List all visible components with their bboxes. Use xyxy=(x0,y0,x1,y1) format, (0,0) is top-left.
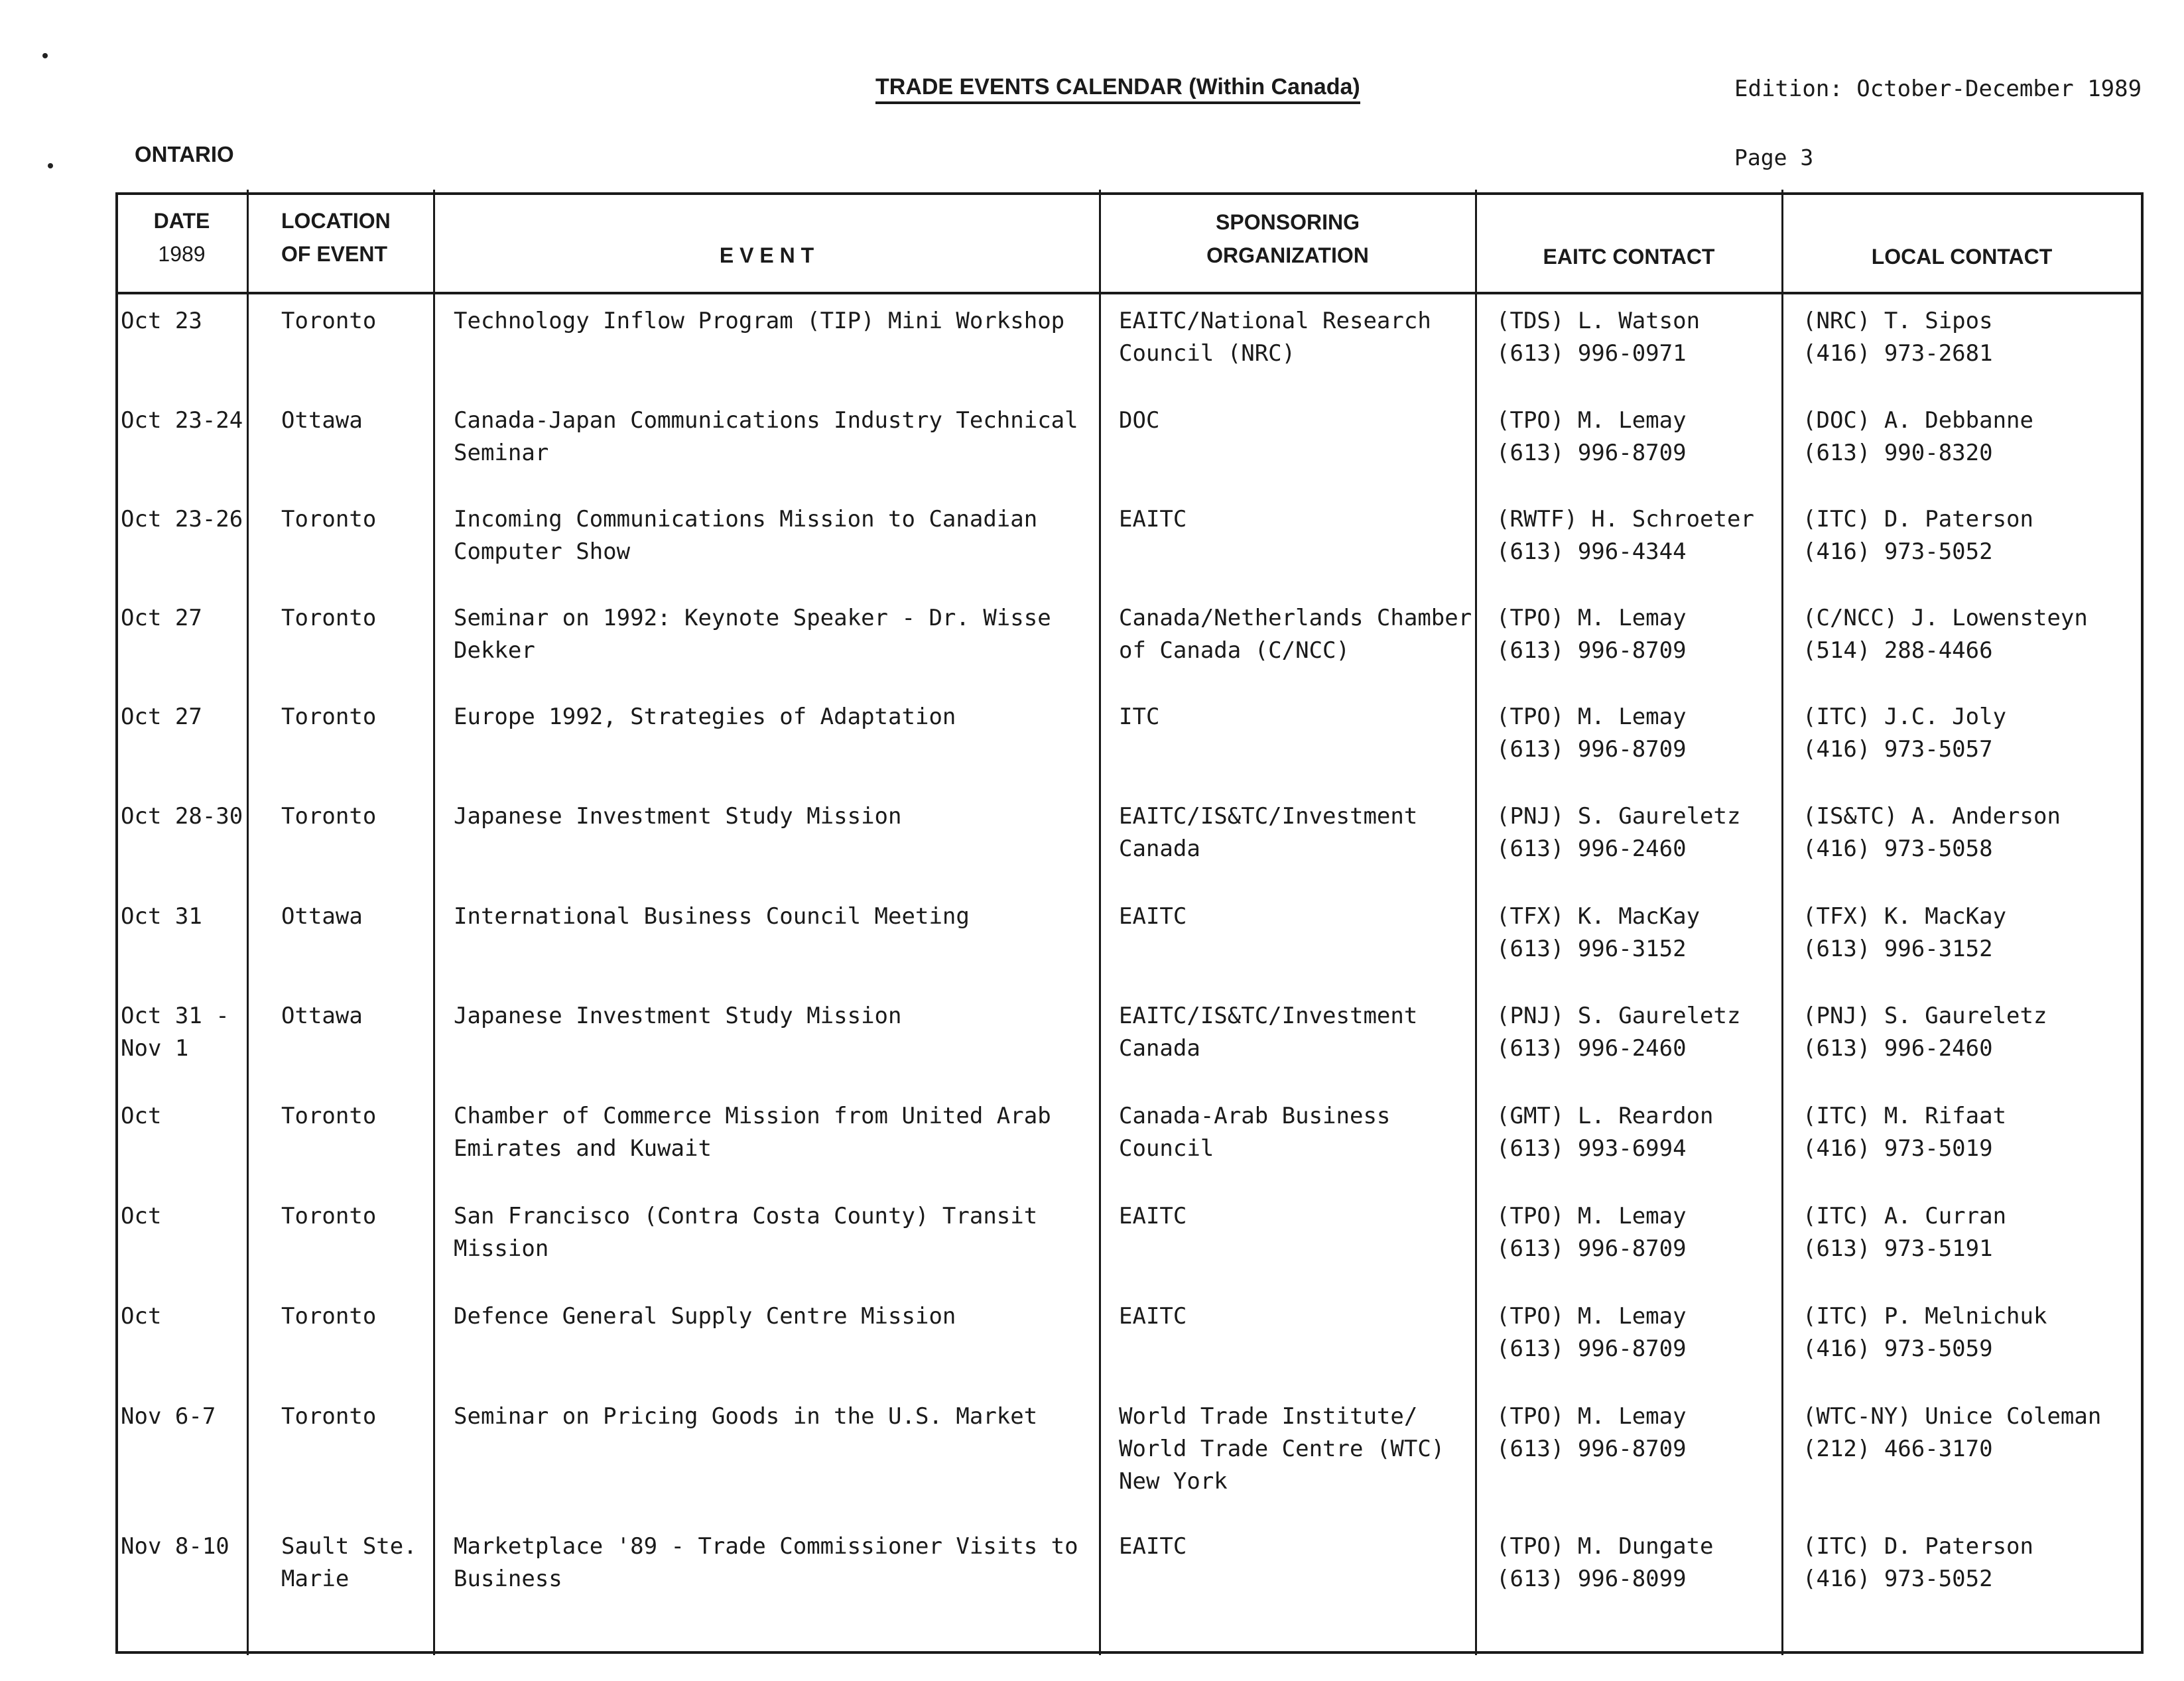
cell-sponsor: Canada-Arab Business Council xyxy=(1119,1103,1391,1162)
cell-date: Oct 23 xyxy=(121,308,202,334)
cell-location: Toronto xyxy=(281,1403,377,1430)
cell-date: Oct 23-24 xyxy=(121,407,243,434)
column-divider-date xyxy=(247,190,249,1655)
cell-local-contact: (TFX) K. MacKay (613) 996-3152 xyxy=(1803,903,2007,962)
column-divider-sponsor xyxy=(1475,190,1477,1655)
cell-sponsor: EAITC/IS&TC/Investment Canada xyxy=(1119,1003,1418,1062)
cell-sponsor: EAITC/IS&TC/Investment Canada xyxy=(1119,803,1418,862)
cell-local-contact: (ITC) M. Rifaat (416) 973-5019 xyxy=(1803,1103,2007,1162)
cell-eaitc-contact: (TPO) M. Lemay (613) 996-8709 xyxy=(1496,605,1687,664)
cell-eaitc-contact: (TPO) M. Lemay (613) 996-8709 xyxy=(1496,1203,1687,1262)
cell-event: Incoming Communications Mission to Canadian Computer Show xyxy=(454,506,1038,565)
column-divider-location xyxy=(433,190,435,1655)
cell-location: Ottawa xyxy=(281,1003,363,1029)
cell-eaitc-contact: (PNJ) S. Gaureletz (613) 996-2460 xyxy=(1496,1003,1741,1062)
header-location: LOCATION OF EVENT xyxy=(281,209,391,266)
cell-location: Ottawa xyxy=(281,903,363,930)
cell-event: Canada-Japan Communications Industry Technical Seminar xyxy=(454,407,1078,466)
cell-event: San Francisco (Contra Costa County) Transit Mission xyxy=(454,1203,1038,1262)
cell-event: Japanese Investment Study Mission xyxy=(454,803,902,830)
header-date xyxy=(117,204,247,271)
cell-location: Toronto xyxy=(281,506,377,532)
cell-sponsor: EAITC xyxy=(1119,903,1187,930)
cell-event: Technology Inflow Program (TIP) Mini Workshop xyxy=(454,308,1065,334)
header-rule xyxy=(115,292,2144,294)
cell-date: Oct 27 xyxy=(121,704,202,730)
margin-dot-middle xyxy=(48,163,53,168)
cell-sponsor: EAITC xyxy=(1119,1303,1187,1330)
cell-local-contact: (ITC) D. Paterson (416) 973-5052 xyxy=(1803,506,2033,565)
cell-eaitc-contact: (TPO) M. Lemay (613) 996-8709 xyxy=(1496,1403,1687,1462)
cell-eaitc-contact: (RWTF) H. Schroeter (613) 996-4344 xyxy=(1496,506,1754,565)
cell-location: Toronto xyxy=(281,605,377,631)
cell-location: Toronto xyxy=(281,308,377,334)
cell-local-contact: (NRC) T. Sipos (416) 973-2681 xyxy=(1803,308,1993,367)
header-event: E V E N T xyxy=(719,243,814,267)
cell-local-contact: (DOC) A. Debbanne (613) 990-8320 xyxy=(1803,407,2033,466)
cell-local-contact: (PNJ) S. Gaureletz (613) 996-2460 xyxy=(1803,1003,2047,1062)
cell-eaitc-contact: (TPO) M. Lemay (613) 996-8709 xyxy=(1496,1303,1687,1362)
cell-sponsor: World Trade Institute/ World Trade Centre (WTC) New York xyxy=(1119,1403,1445,1495)
header-local: LOCAL CONTACT xyxy=(1871,245,2053,269)
header-date-year: 1989 xyxy=(158,242,206,266)
column-divider-eaitc xyxy=(1781,190,1783,1655)
cell-event: International Business Council Meeting xyxy=(454,903,970,930)
margin-dot-top xyxy=(42,53,48,58)
cell-location: Toronto xyxy=(281,1203,377,1229)
cell-date: Oct 27 xyxy=(121,605,202,631)
cell-event: Seminar on Pricing Goods in the U.S. Market xyxy=(454,1403,1038,1430)
cell-event: Japanese Investment Study Mission xyxy=(454,1003,902,1029)
cell-date: Oct 28-30 xyxy=(121,803,243,830)
cell-eaitc-contact: (TPO) M. Lemay (613) 996-8709 xyxy=(1496,704,1687,763)
cell-date: Oct 23-26 xyxy=(121,506,243,532)
cell-location: Toronto xyxy=(281,1303,377,1330)
province-heading: ONTARIO xyxy=(135,142,234,166)
cell-event: Europe 1992, Strategies of Adaptation xyxy=(454,704,956,730)
cell-local-contact: (WTC-NY) Unice Coleman (212) 466-3170 xyxy=(1803,1403,2102,1462)
column-divider-event xyxy=(1099,190,1101,1655)
cell-eaitc-contact: (TDS) L. Watson (613) 996-0971 xyxy=(1496,308,1701,367)
cell-sponsor: EAITC xyxy=(1119,506,1187,532)
cell-local-contact: (IS&TC) A. Anderson (416) 973-5058 xyxy=(1803,803,2061,862)
cell-date: Oct xyxy=(121,1303,162,1330)
cell-date: Nov 6-7 xyxy=(121,1403,216,1430)
cell-location: Sault Ste. Marie xyxy=(281,1533,417,1592)
header-sponsor: SPONSORING ORGANIZATION xyxy=(1206,210,1369,267)
cell-local-contact: (ITC) J.C. Joly (416) 973-5057 xyxy=(1803,704,2007,763)
cell-eaitc-contact: (GMT) L. Reardon (613) 993-6994 xyxy=(1496,1103,1714,1162)
page-number: Page 3 xyxy=(1734,145,1814,170)
cell-location: Ottawa xyxy=(281,407,363,434)
cell-date: Oct xyxy=(121,1103,162,1129)
cell-date: Oct 31 - Nov 1 xyxy=(121,1003,229,1062)
cell-sponsor: EAITC xyxy=(1119,1533,1187,1560)
cell-sponsor: EAITC xyxy=(1119,1203,1187,1229)
header-date-label: DATE xyxy=(153,209,210,233)
cell-eaitc-contact: (PNJ) S. Gaureletz (613) 996-2460 xyxy=(1496,803,1741,862)
cell-date: Oct 31 xyxy=(121,903,202,930)
cell-event: Chamber of Commerce Mission from United Arab Emirates and Kuwait xyxy=(454,1103,1051,1162)
cell-location: Toronto xyxy=(281,803,377,830)
cell-location: Toronto xyxy=(281,1103,377,1129)
cell-local-contact: (ITC) A. Curran (613) 973-5191 xyxy=(1803,1203,2007,1262)
cell-sponsor: ITC xyxy=(1119,704,1160,730)
cell-sponsor: Canada/Netherlands Chamber of Canada (C/NCC) xyxy=(1119,605,1472,664)
header-eaitc: EAITC CONTACT xyxy=(1543,245,1715,269)
cell-eaitc-contact: (TFX) K. MacKay (613) 996-3152 xyxy=(1496,903,1701,962)
cell-local-contact: (ITC) P. Melnichuk (416) 973-5059 xyxy=(1803,1303,2047,1362)
cell-local-contact: (C/NCC) J. Lowensteyn (514) 288-4466 xyxy=(1803,605,2088,664)
cell-eaitc-contact: (TPO) M. Lemay (613) 996-8709 xyxy=(1496,407,1687,466)
cell-location: Toronto xyxy=(281,704,377,730)
cell-date: Oct xyxy=(121,1203,162,1229)
cell-event: Seminar on 1992: Keynote Speaker - Dr. Wisse Dekker xyxy=(454,605,1051,664)
cell-sponsor: EAITC/National Research Council (NRC) xyxy=(1119,308,1431,367)
cell-date: Nov 8-10 xyxy=(121,1533,229,1560)
cell-sponsor: DOC xyxy=(1119,407,1160,434)
cell-event: Marketplace '89 - Trade Commissioner Visits to Business xyxy=(454,1533,1078,1592)
cell-eaitc-contact: (TPO) M. Dungate (613) 996-8099 xyxy=(1496,1533,1714,1592)
cell-event: Defence General Supply Centre Mission xyxy=(454,1303,956,1330)
cell-local-contact: (ITC) D. Paterson (416) 973-5052 xyxy=(1803,1533,2033,1592)
edition-label: Edition: October-December 1989 xyxy=(1734,76,2142,102)
page-title: TRADE EVENTS CALENDAR (Within Canada) xyxy=(875,74,1360,104)
